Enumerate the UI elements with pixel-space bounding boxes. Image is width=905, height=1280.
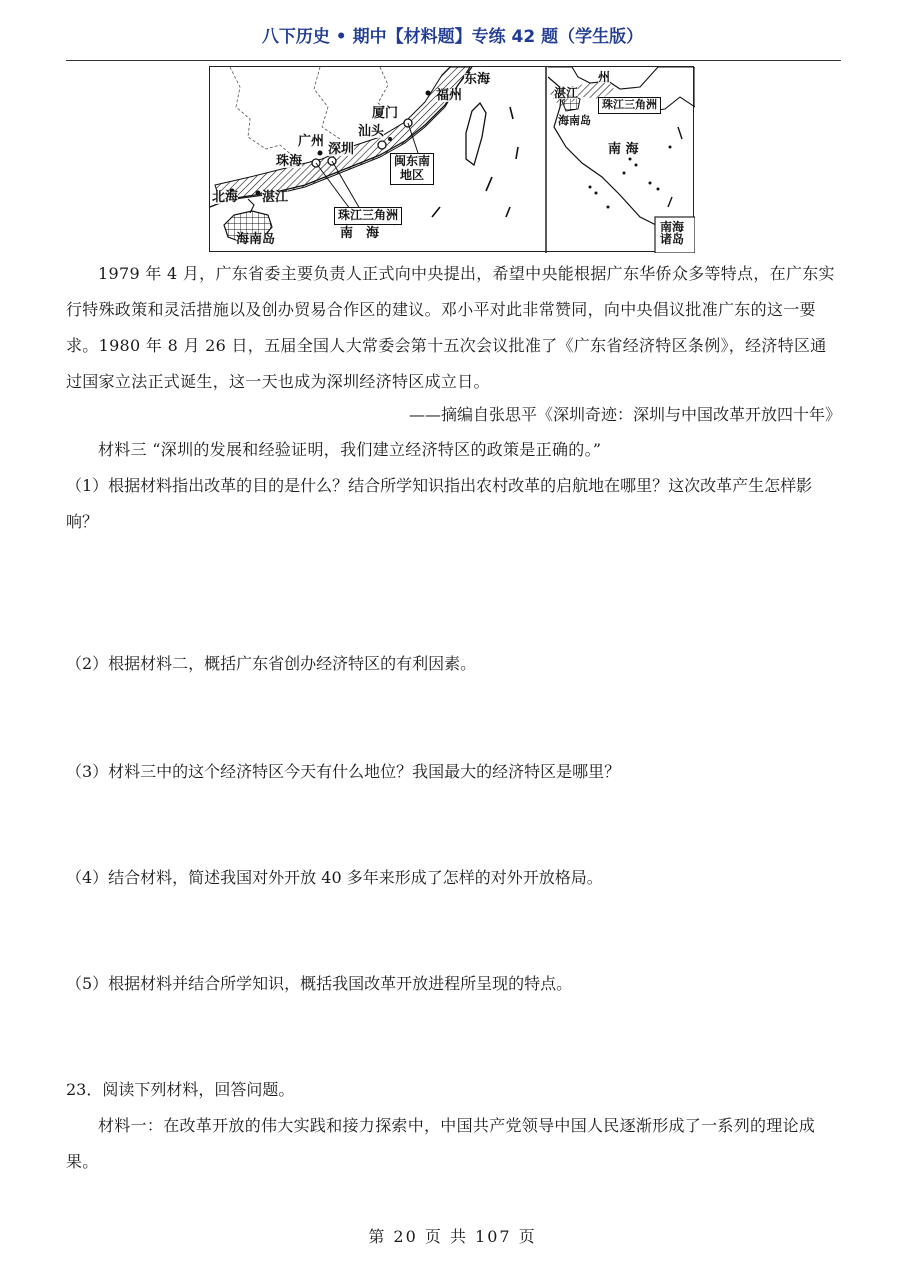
map-label-beihai: 北海 bbox=[212, 190, 239, 205]
question-4: （4）结合材料，简述我国对外开放 40 多年来形成了怎样的对外开放格局。 bbox=[66, 868, 603, 887]
map-label-nanhai: 南 海 bbox=[340, 226, 380, 241]
map-label-fuzhou: 福州 bbox=[436, 88, 463, 103]
page-header: 八下历史 • 期中【材料题】专练 42 题（学生版） bbox=[261, 27, 644, 47]
inset-box-zhujiang: 珠江三角洲 bbox=[598, 97, 661, 114]
map-box-minnan: 闽东南 地区 bbox=[390, 153, 434, 185]
map-label-shenzhen: 深圳 bbox=[328, 142, 355, 157]
inset-label-zhou: 州 bbox=[598, 70, 611, 84]
question-3: （3）材料三中的这个经济特区今天有什么地位？我国最大的经济特区是哪里？ bbox=[66, 762, 621, 781]
question-23-heading: 23．阅读下列材料，回答问题。 bbox=[66, 1080, 295, 1099]
material3-paragraph: 材料三 “深圳的发展和经验证明，我们建立经济特区的政策是正确的。” bbox=[98, 440, 602, 459]
map-label-guangzhou: 广州 bbox=[298, 134, 325, 149]
question-5: （5）根据材料并结合所学知识，概括我国改革开放进程所呈现的特点。 bbox=[66, 974, 573, 993]
map-label-shantou: 汕头 bbox=[358, 124, 385, 139]
inset-label-nanhai: 南 海 bbox=[608, 142, 639, 157]
material2-paragraph: 1979 年 4 月，广东省委主要负责人正式向中央提出，希望中央能根据广东华侨众多等特点，在广东实行特殊政策和灵活措施以及创办贸易合作区的建议。邓小平对此非常赞同，向中央倡议批准广东的这一要求。1980 年 8 月 26 日，五届全国人大常委会第十五次会议批准了《广东省经济特区条例》，经济特区通过国家立法正式诞生，这一天也成为深圳经济特区成立日。 bbox=[66, 264, 835, 391]
map-label-xiamen: 厦门 bbox=[372, 106, 399, 121]
header-divider bbox=[66, 60, 841, 61]
map-label-zhanjiang: 湛江 bbox=[262, 190, 289, 205]
question-2: （2）根据材料二，概括广东省创办经济特区的有利因素。 bbox=[66, 654, 477, 673]
inset-label-hainan: 海南岛 bbox=[558, 114, 591, 127]
inset-label-nanhai-islands: 南海 诸岛 bbox=[660, 220, 685, 246]
question-1: （1）根据材料指出改革的目的是什么？结合所学知识指出农村改革的启航地在哪里？这次改革产生怎样影响？ bbox=[66, 476, 813, 531]
material2-source: ——摘编自张思平《深圳奇迹：深圳与中国改革开放四十年》 bbox=[408, 405, 841, 424]
map-label-donghai: 东海 bbox=[464, 72, 491, 87]
inset-label-zhanjiang: 湛江 bbox=[554, 86, 579, 100]
page-footer: 第 20 页 共 107 页 bbox=[368, 1227, 537, 1246]
map-box-zhujiang: 珠江三角洲 bbox=[334, 207, 402, 225]
map-label-hainan: 海南岛 bbox=[236, 232, 276, 247]
map-label-zhuhai: 珠海 bbox=[276, 154, 303, 169]
question-23-material1: 材料一：在改革开放的伟大实践和接力探索中，中国共产党领导中国人民逐渐形成了一系列的理论成果。 bbox=[66, 1116, 816, 1171]
special-economic-zones-map bbox=[209, 66, 694, 252]
